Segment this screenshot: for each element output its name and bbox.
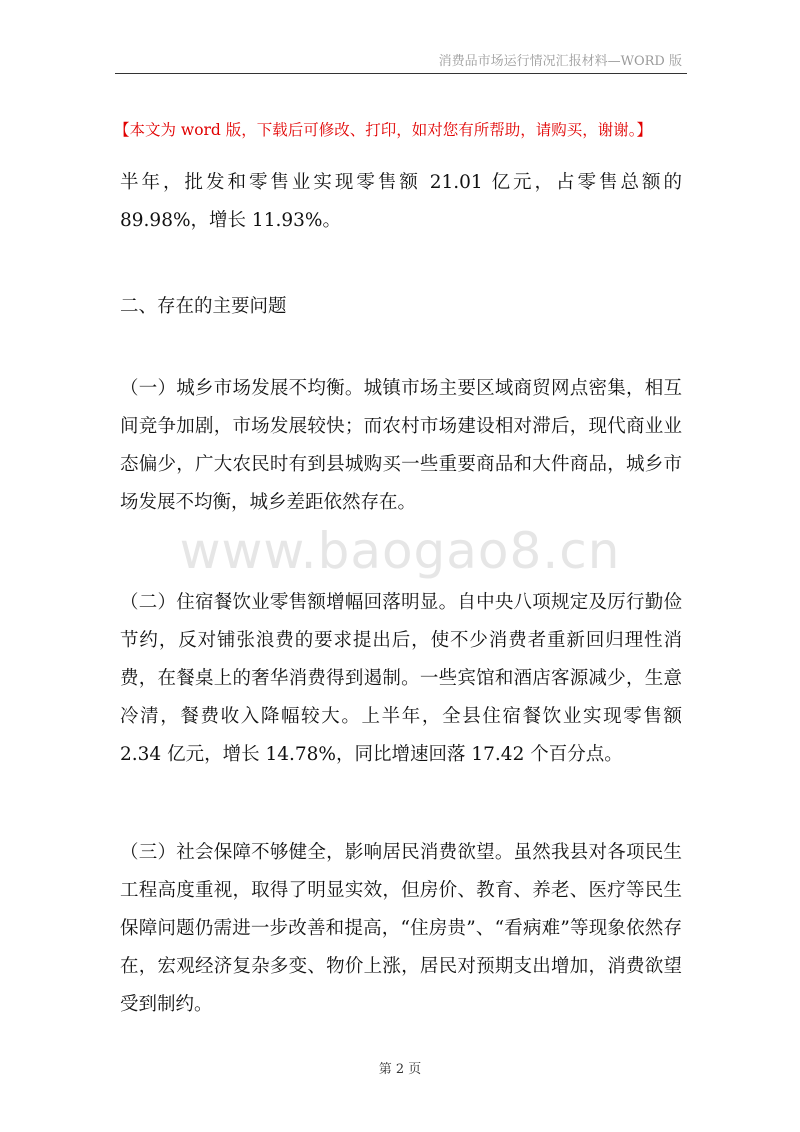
watermark-text: www.baogao8.cn [179,522,621,580]
page-number: 第 2 页 [378,1062,422,1077]
paragraph-urban-rural-imbalance: （一）城乡市场发展不均衡。城镇市场主要区域商贸网点密集，相互间竞争加剧，市场发展较快；而农村市场建设相对滞后，现代商业业态偏少，广大农民时有到县城购买一些重要商品和大件商品，城乡市场发展不均衡，城乡差距依然存在。 [120,378,682,513]
section-heading-main-problems: 二、存在的主要问题 [120,296,287,317]
paragraph-retail-summary: 半年，批发和零售业实现零售额 21.01 亿元，占零售总额的 89.98%，增长 11.93%。 [120,172,682,231]
download-notice: 【本文为 word 版，下载后可修改、打印，如对您有所帮助，请购买，谢谢。】 [114,121,653,139]
paragraph-catering-decline: （二）住宿餐饮业零售额增幅回落明显。自中央八项规定及厉行勤俭节约，反对铺张浪费的要求提出后，使不少消费者重新回归理性消费，在餐桌上的奢华消费得到遏制。一些宾馆和酒店客源减少，生意冷清，餐费收入降幅较大。上半年，全县住宿餐饮业实现零售额 2.34 亿元，增长 14.78%，同比增速回落 17.42 个百分点。 [120,592,682,765]
paragraph-social-security: （三）社会保障不够健全，影响居民消费欲望。虽然我县对各项民生工程高度重视，取得了明显实效，但房价、教育、养老、医疗等民生保障问题仍需进一步改善和提高，“住房贵”、“看病难”等现象依然存在，宏观经济复杂多变、物价上涨，居民对预期支出增加，消费欲望受到制约。 [120,842,682,1015]
page-header-title: 消费品市场运行情况汇报材料—WORD 版 [438,54,682,69]
header-divider [115,73,687,74]
